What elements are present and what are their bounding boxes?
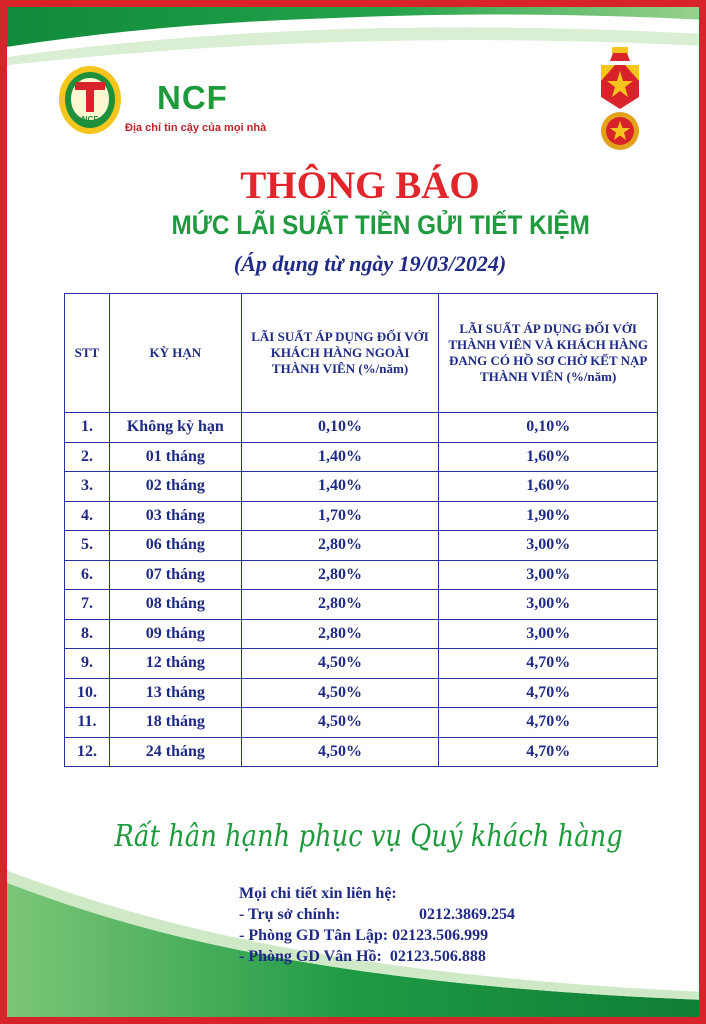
contact-intro: Mọi chi tiết xin liên hệ: xyxy=(239,885,397,902)
header-term: KỲ HẠN xyxy=(109,294,241,413)
table-row xyxy=(65,442,658,472)
non-member-rate-cell: 4,50% xyxy=(241,649,439,679)
member-rate-cell: 3,00% xyxy=(439,531,658,561)
row-number: 12. xyxy=(65,737,110,767)
non-member-rate-cell: 1,40% xyxy=(241,442,439,472)
contact-label: - Trụ sở chính: xyxy=(239,906,341,923)
medal-emblem xyxy=(595,47,645,153)
term-cell: 18 tháng xyxy=(109,708,241,738)
contact-label: - Phòng GD Tân Lập: xyxy=(239,927,389,944)
table-header-row xyxy=(65,294,658,413)
term-cell: 08 tháng xyxy=(109,590,241,620)
non-member-rate-cell: 2,80% xyxy=(241,531,439,561)
interest-rate-table xyxy=(64,293,658,767)
member-rate-cell: 4,70% xyxy=(439,649,658,679)
term-cell: Không kỳ hạn xyxy=(109,413,241,443)
brand-name: NCF xyxy=(157,79,228,116)
non-member-rate-cell: 1,70% xyxy=(241,501,439,531)
row-number: 11. xyxy=(65,708,110,738)
row-number: 6. xyxy=(65,560,110,590)
contact-line xyxy=(239,946,515,967)
table-row xyxy=(65,619,658,649)
contact-line xyxy=(239,904,515,925)
effective-date: (Áp dụng từ ngày 19/03/2024) xyxy=(233,251,507,276)
term-cell: 03 tháng xyxy=(109,501,241,531)
row-number: 1. xyxy=(65,413,110,443)
row-number: 8. xyxy=(65,619,110,649)
notice-subtitle: MỨC LÃI SUẤT TIỀN GỬI TIẾT KIỆM xyxy=(171,210,590,240)
non-member-rate-cell: 1,40% xyxy=(241,472,439,502)
contact-phone[interactable]: 02123.506.888 xyxy=(389,948,486,965)
member-rate-cell: 1,60% xyxy=(439,442,658,472)
ncf-logo xyxy=(55,62,125,138)
member-rate-cell: 3,00% xyxy=(439,560,658,590)
term-cell: 24 tháng xyxy=(109,737,241,767)
table-row xyxy=(65,737,658,767)
term-cell: 06 tháng xyxy=(109,531,241,561)
contact-phone[interactable]: 0212.3869.254 xyxy=(419,906,515,923)
member-rate-cell: 0,10% xyxy=(439,413,658,443)
term-cell: 09 tháng xyxy=(109,619,241,649)
thank-you-message: Rất hân hạnh phục vụ Quý khách hàng xyxy=(114,819,623,854)
non-member-rate-cell: 4,50% xyxy=(241,737,439,767)
table-row xyxy=(65,708,658,738)
non-member-rate-cell: 2,80% xyxy=(241,560,439,590)
table-row xyxy=(65,501,658,531)
row-number: 5. xyxy=(65,531,110,561)
non-member-rate-cell: 4,50% xyxy=(241,708,439,738)
row-number: 7. xyxy=(65,590,110,620)
term-cell: 12 tháng xyxy=(109,649,241,679)
member-rate-cell: 4,70% xyxy=(439,708,658,738)
table-row xyxy=(65,472,658,502)
row-number: 3. xyxy=(65,472,110,502)
table-row xyxy=(65,531,658,561)
term-cell: 07 tháng xyxy=(109,560,241,590)
term-cell: 02 tháng xyxy=(109,472,241,502)
member-rate-cell: 4,70% xyxy=(439,737,658,767)
logo-text: NCF xyxy=(81,115,99,124)
contact-phone[interactable]: 02123.506.999 xyxy=(392,927,489,944)
term-cell: 13 tháng xyxy=(109,678,241,708)
member-rate-cell: 3,00% xyxy=(439,590,658,620)
non-member-rate-cell: 2,80% xyxy=(241,590,439,620)
member-rate-cell: 4,70% xyxy=(439,678,658,708)
member-rate-cell: 1,60% xyxy=(439,472,658,502)
non-member-rate-cell: 0,10% xyxy=(241,413,439,443)
non-member-rate-cell: 2,80% xyxy=(241,619,439,649)
contact-line xyxy=(239,925,515,946)
non-member-rate-cell: 4,50% xyxy=(241,678,439,708)
member-rate-cell: 1,90% xyxy=(439,501,658,531)
table-row xyxy=(65,413,658,443)
brand-slogan: Địa chỉ tin cậy của mọi nhà xyxy=(125,122,267,134)
row-number: 2. xyxy=(65,442,110,472)
contact-info xyxy=(239,883,515,967)
row-number: 10. xyxy=(65,678,110,708)
header-non-member-rate: LÃI SUẤT ÁP DỤNG ĐỐI VỚI KHÁCH HÀNG NGOÀI THÀNH VIÊN (%/năm) xyxy=(241,294,439,413)
row-number: 9. xyxy=(65,649,110,679)
table-row xyxy=(65,560,658,590)
row-number: 4. xyxy=(65,501,110,531)
table-row xyxy=(65,649,658,679)
table-row xyxy=(65,678,658,708)
header-stt: STT xyxy=(65,294,110,413)
table-row xyxy=(65,590,658,620)
member-rate-cell: 3,00% xyxy=(439,619,658,649)
contact-label: - Phòng GD Vân Hồ: xyxy=(239,948,382,965)
term-cell: 01 tháng xyxy=(109,442,241,472)
notice-title: THÔNG BÁO xyxy=(240,164,480,207)
header-member-rate: LÃI SUẤT ÁP DỤNG ĐỐI VỚI THÀNH VIÊN VÀ KHÁCH HÀNG ĐANG CÓ HỒ SƠ CHỜ KẾT NẠP THÀNH VIÊN (%/năm) xyxy=(439,294,658,413)
